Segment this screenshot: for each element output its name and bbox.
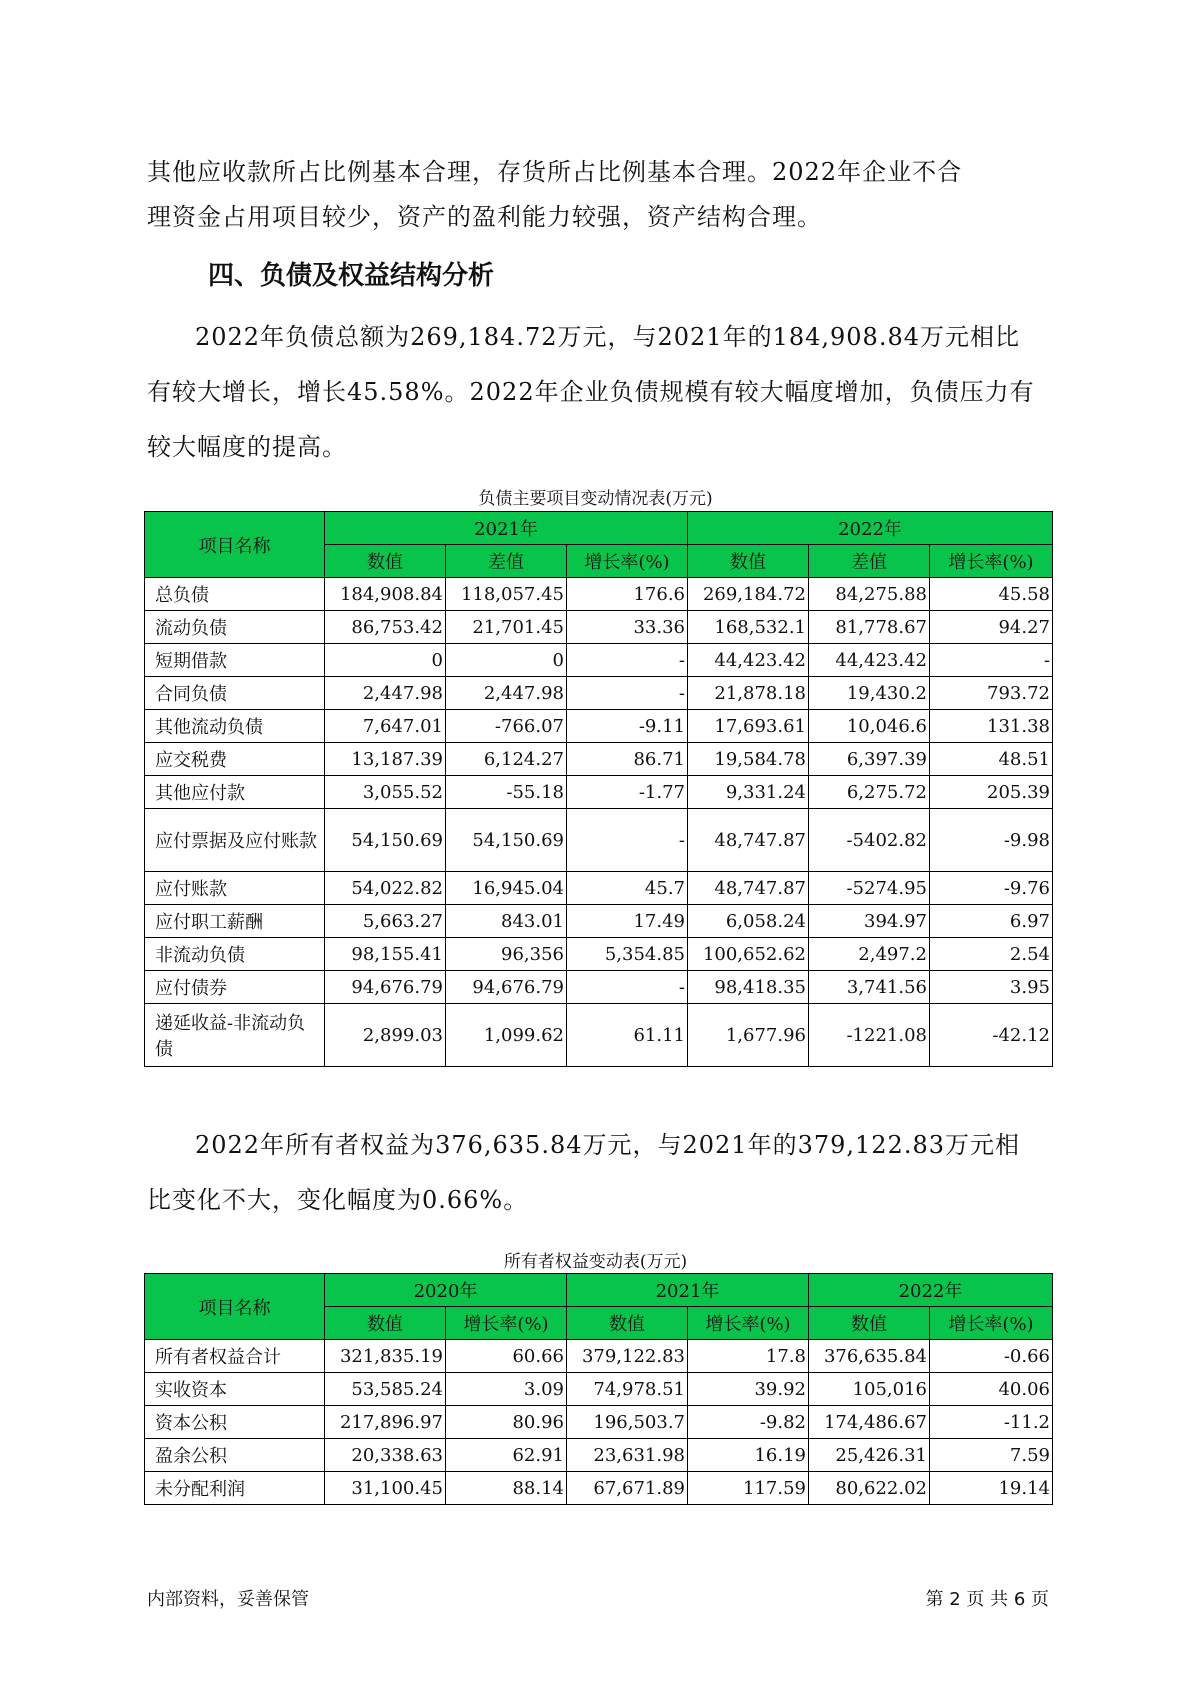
table-cell: 321,835.19 xyxy=(325,1340,446,1373)
sub-header: 数值 xyxy=(688,545,809,578)
table-cell: 843.01 xyxy=(446,905,567,938)
row-label: 其他流动负债 xyxy=(145,710,325,743)
table-cell: 6.97 xyxy=(930,905,1053,938)
table-cell: 5,663.27 xyxy=(325,905,446,938)
table-cell: 7.59 xyxy=(930,1439,1053,1472)
table-cell: 19,430.2 xyxy=(809,677,930,710)
sub-header: 增长率(%) xyxy=(930,1307,1053,1340)
table-cell: -9.82 xyxy=(688,1406,809,1439)
table-cell: 2,447.98 xyxy=(446,677,567,710)
table-row xyxy=(145,677,1053,710)
table-cell: 6,275.72 xyxy=(809,776,930,809)
table-row xyxy=(145,1406,1053,1439)
paragraph-liabilities: 2022年负债总额为269,184.72万元，与2021年的184,908.84万元相比有较大增长，增长45.58%。2022年企业负债规模有较大幅度增加，负债压力有较大幅度的提高。 xyxy=(147,323,1035,461)
table-row xyxy=(145,905,1053,938)
table-cell: -766.07 xyxy=(446,710,567,743)
row-label: 实收资本 xyxy=(145,1373,325,1406)
table-row xyxy=(145,611,1053,644)
row-label: 所有者权益合计 xyxy=(145,1340,325,1373)
table-row xyxy=(145,938,1053,971)
row-label: 总负债 xyxy=(145,578,325,611)
row-label: 非流动负债 xyxy=(145,938,325,971)
row-label: 合同负债 xyxy=(145,677,325,710)
sub-header: 增长率(%) xyxy=(688,1307,809,1340)
section-heading: 四、负债及权益结构分析 xyxy=(208,261,495,291)
table-cell: 196,503.7 xyxy=(567,1406,688,1439)
header-year: 2020年 xyxy=(325,1274,567,1307)
table-cell: 86,753.42 xyxy=(325,611,446,644)
table-cell: 2,899.03 xyxy=(325,1004,446,1067)
table-cell: 10,046.6 xyxy=(809,710,930,743)
row-label: 未分配利润 xyxy=(145,1472,325,1505)
table-cell: 31,100.45 xyxy=(325,1472,446,1505)
table-cell: 3.09 xyxy=(446,1373,567,1406)
table-cell: 0 xyxy=(446,644,567,677)
table-cell: 2,447.98 xyxy=(325,677,446,710)
table-cell: 20,338.63 xyxy=(325,1439,446,1472)
table-cell: 80.96 xyxy=(446,1406,567,1439)
table-cell: 17.8 xyxy=(688,1340,809,1373)
table-cell: 80,622.02 xyxy=(809,1472,930,1505)
table-cell: 0 xyxy=(325,644,446,677)
table-row xyxy=(145,710,1053,743)
table-cell: -11.2 xyxy=(930,1406,1053,1439)
table-cell: -1221.08 xyxy=(809,1004,930,1067)
table-cell: 269,184.72 xyxy=(688,578,809,611)
table-cell: 19,584.78 xyxy=(688,743,809,776)
table-cell: 45.58 xyxy=(930,578,1053,611)
row-label: 应付账款 xyxy=(145,872,325,905)
row-label: 应付票据及应付账款 xyxy=(145,809,325,872)
sub-header: 增长率(%) xyxy=(930,545,1053,578)
table-row xyxy=(145,1373,1053,1406)
table-cell: 176.6 xyxy=(567,578,688,611)
table-cell: 40.06 xyxy=(930,1373,1053,1406)
table-cell: 118,057.45 xyxy=(446,578,567,611)
row-label: 应付职工薪酬 xyxy=(145,905,325,938)
header-year: 2022年 xyxy=(688,512,1053,545)
table-cell: 54,022.82 xyxy=(325,872,446,905)
table-cell: - xyxy=(567,644,688,677)
row-label: 短期借款 xyxy=(145,644,325,677)
table-cell: 48,747.87 xyxy=(688,872,809,905)
table-cell: 98,418.35 xyxy=(688,971,809,1004)
table-cell: -9.98 xyxy=(930,809,1053,872)
table-cell: 25,426.31 xyxy=(809,1439,930,1472)
table-cell: 6,058.24 xyxy=(688,905,809,938)
table-cell: 45.7 xyxy=(567,872,688,905)
table-cell: 54,150.69 xyxy=(446,809,567,872)
table-cell: 379,122.83 xyxy=(567,1340,688,1373)
table-row xyxy=(145,872,1053,905)
table-cell: 2.54 xyxy=(930,938,1053,971)
table-cell: 1,677.96 xyxy=(688,1004,809,1067)
table-cell: 5,354.85 xyxy=(567,938,688,971)
table-cell: 19.14 xyxy=(930,1472,1053,1505)
footer-confidential-note: 内部资料，妥善保管 xyxy=(147,1589,309,1610)
table-cell: 44,423.42 xyxy=(809,644,930,677)
table-cell: 74,978.51 xyxy=(567,1373,688,1406)
table-cell: 54,150.69 xyxy=(325,809,446,872)
sub-header: 数值 xyxy=(325,545,446,578)
table-cell: 9,331.24 xyxy=(688,776,809,809)
table-cell: 16.19 xyxy=(688,1439,809,1472)
table-cell: 21,878.18 xyxy=(688,677,809,710)
table-cell: 6,124.27 xyxy=(446,743,567,776)
row-label: 其他应付款 xyxy=(145,776,325,809)
sub-header: 差值 xyxy=(809,545,930,578)
table-row xyxy=(145,644,1053,677)
table-cell: 184,908.84 xyxy=(325,578,446,611)
table-row xyxy=(145,776,1053,809)
table-cell: 94,676.79 xyxy=(446,971,567,1004)
table-cell: 17,693.61 xyxy=(688,710,809,743)
table-cell: 33.36 xyxy=(567,611,688,644)
table-cell: 793.72 xyxy=(930,677,1053,710)
table-cell: 48.51 xyxy=(930,743,1053,776)
table-cell: - xyxy=(567,677,688,710)
table-cell: 6,397.39 xyxy=(809,743,930,776)
table-cell: 94,676.79 xyxy=(325,971,446,1004)
header-year: 2021年 xyxy=(325,512,688,545)
table-cell: -0.66 xyxy=(930,1340,1053,1373)
table-cell: 61.11 xyxy=(567,1004,688,1067)
table-cell: -5402.82 xyxy=(809,809,930,872)
paragraph-assets-conclusion-line1: 其他应收款所占比例基本合理，存货所占比例基本合理。2022年企业不合 xyxy=(147,158,963,186)
row-label: 盈余公积 xyxy=(145,1439,325,1472)
table-cell: -5274.95 xyxy=(809,872,930,905)
table-cell: 48,747.87 xyxy=(688,809,809,872)
row-label: 应付债券 xyxy=(145,971,325,1004)
header-item-name: 项目名称 xyxy=(145,1274,325,1340)
table-cell: -42.12 xyxy=(930,1004,1053,1067)
table-cell: 376,635.84 xyxy=(809,1340,930,1373)
table-cell: 7,647.01 xyxy=(325,710,446,743)
table-cell: 13,187.39 xyxy=(325,743,446,776)
table-row xyxy=(145,1004,1053,1067)
table-cell: 67,671.89 xyxy=(567,1472,688,1505)
table-cell: 205.39 xyxy=(930,776,1053,809)
table-cell: 98,155.41 xyxy=(325,938,446,971)
table-row xyxy=(145,578,1053,611)
table-cell: 105,016 xyxy=(809,1373,930,1406)
table-cell: 17.49 xyxy=(567,905,688,938)
row-label: 流动负债 xyxy=(145,611,325,644)
table-cell: 3,741.56 xyxy=(809,971,930,1004)
sub-header: 数值 xyxy=(809,1307,930,1340)
footer-page-number: 第 2 页 共 6 页 xyxy=(925,1589,1049,1610)
table-cell: 53,585.24 xyxy=(325,1373,446,1406)
table-cell: 94.27 xyxy=(930,611,1053,644)
table-row xyxy=(145,971,1053,1004)
row-label: 递延收益-非流动负债 xyxy=(145,1004,325,1067)
table-cell: - xyxy=(567,971,688,1004)
table-cell: -9.11 xyxy=(567,710,688,743)
equity-table xyxy=(144,1273,1053,1505)
table-cell: -1.77 xyxy=(567,776,688,809)
equity-table-caption: 所有者权益变动表(万元) xyxy=(503,1252,688,1272)
table-cell: 217,896.97 xyxy=(325,1406,446,1439)
row-label: 资本公积 xyxy=(145,1406,325,1439)
table-row xyxy=(145,809,1053,872)
table-cell: 131.38 xyxy=(930,710,1053,743)
paragraph-equity: 2022年所有者权益为376,635.84万元，与2021年的379,122.83万元相比变化不大，变化幅度为0.66%。 xyxy=(147,1131,1020,1214)
table-cell: 3.95 xyxy=(930,971,1053,1004)
sub-header: 数值 xyxy=(325,1307,446,1340)
table-cell: 394.97 xyxy=(809,905,930,938)
table-cell: 44,423.42 xyxy=(688,644,809,677)
table-cell: 81,778.67 xyxy=(809,611,930,644)
table-cell: 62.91 xyxy=(446,1439,567,1472)
paragraph-assets-conclusion-line2: 理资金占用项目较少，资产的盈利能力较强，资产结构合理。 xyxy=(147,203,822,231)
table-cell: 117.59 xyxy=(688,1472,809,1505)
table-cell: 39.92 xyxy=(688,1373,809,1406)
table-cell: 60.66 xyxy=(446,1340,567,1373)
table-cell: -9.76 xyxy=(930,872,1053,905)
table-cell: 168,532.1 xyxy=(688,611,809,644)
table-cell: 96,356 xyxy=(446,938,567,971)
table-cell: 1,099.62 xyxy=(446,1004,567,1067)
table-cell: - xyxy=(567,809,688,872)
header-year: 2021年 xyxy=(567,1274,809,1307)
table-cell: 174,486.67 xyxy=(809,1406,930,1439)
table-cell: 2,497.2 xyxy=(809,938,930,971)
table-row xyxy=(145,1439,1053,1472)
table-row xyxy=(145,1340,1053,1373)
sub-header: 差值 xyxy=(446,545,567,578)
liability-table xyxy=(144,511,1053,1067)
table-cell: -55.18 xyxy=(446,776,567,809)
table-cell: 88.14 xyxy=(446,1472,567,1505)
table-row xyxy=(145,743,1053,776)
table-cell: 86.71 xyxy=(567,743,688,776)
table-cell: 21,701.45 xyxy=(446,611,567,644)
table-cell: 84,275.88 xyxy=(809,578,930,611)
table-cell: 3,055.52 xyxy=(325,776,446,809)
header-year: 2022年 xyxy=(809,1274,1053,1307)
liability-table-caption: 负债主要项目变动情况表(万元) xyxy=(478,489,713,509)
row-label: 应交税费 xyxy=(145,743,325,776)
table-cell: 23,631.98 xyxy=(567,1439,688,1472)
sub-header: 数值 xyxy=(567,1307,688,1340)
header-item-name: 项目名称 xyxy=(145,512,325,578)
table-cell: 100,652.62 xyxy=(688,938,809,971)
sub-header: 增长率(%) xyxy=(446,1307,567,1340)
table-cell: - xyxy=(930,644,1053,677)
table-cell: 16,945.04 xyxy=(446,872,567,905)
table-row xyxy=(145,1472,1053,1505)
sub-header: 增长率(%) xyxy=(567,545,688,578)
